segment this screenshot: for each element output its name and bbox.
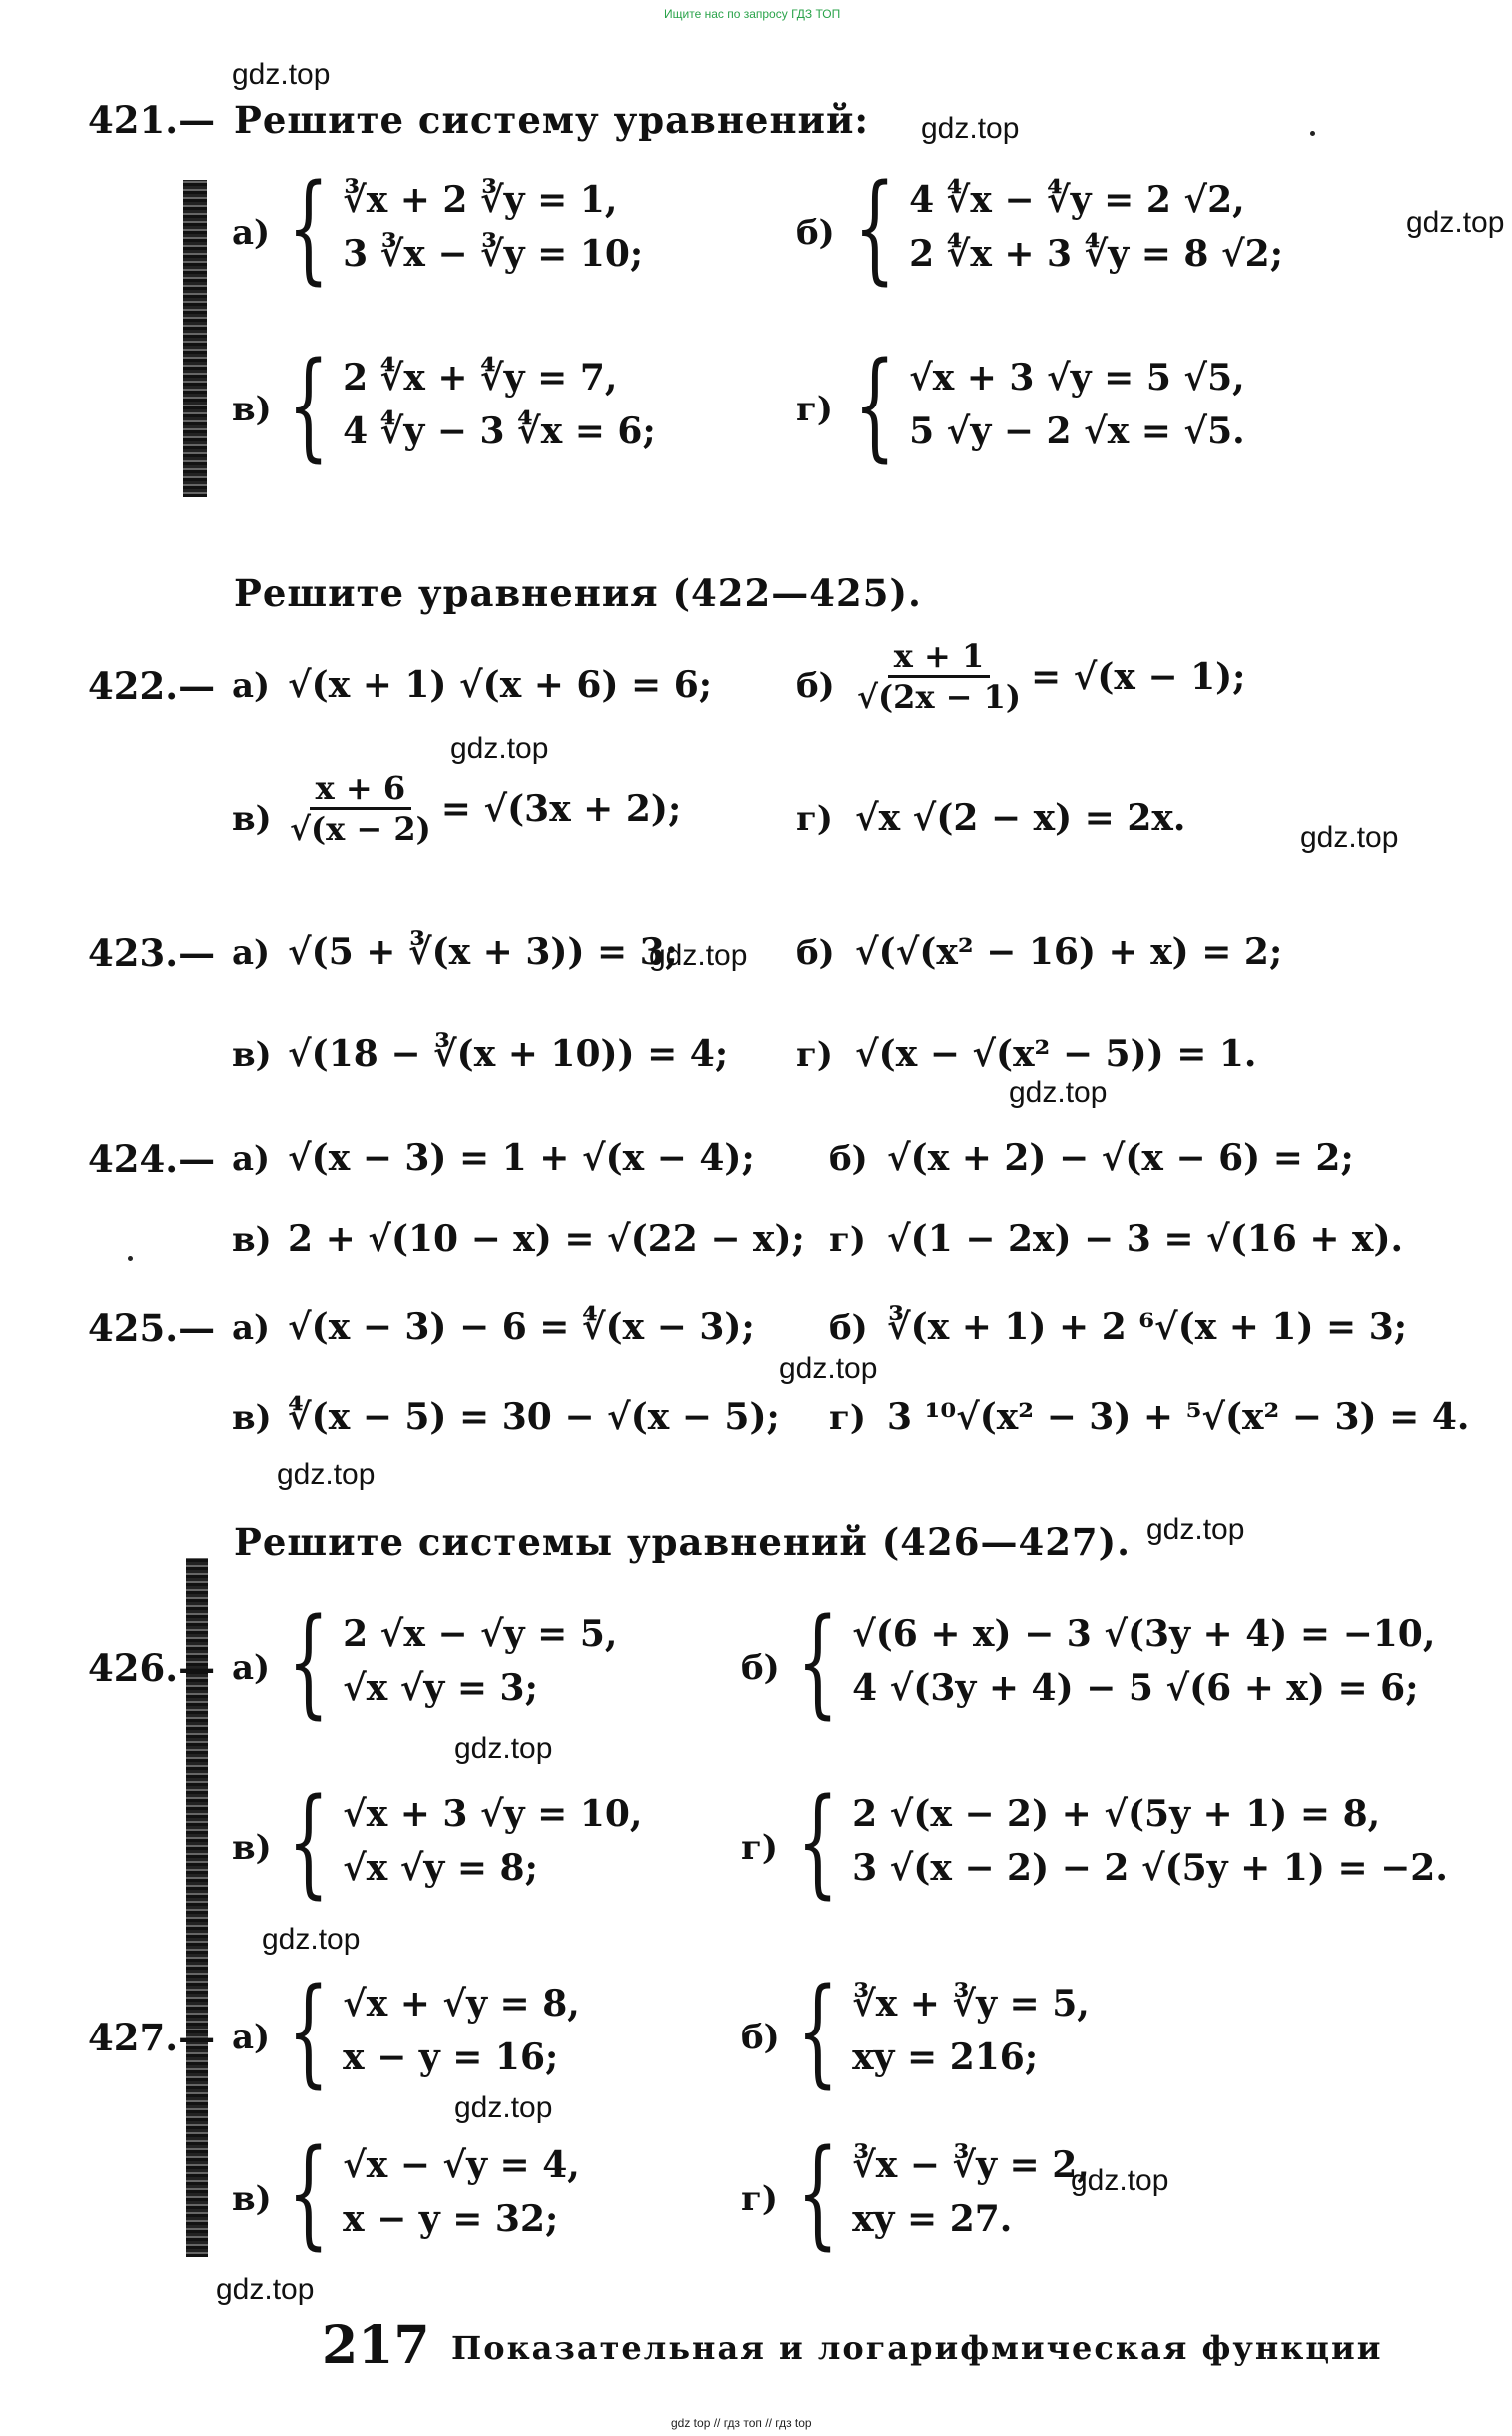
problem-number-421: 421.—	[88, 98, 216, 142]
system-426-b	[797, 1592, 1436, 1730]
left-brace: {	[854, 158, 896, 296]
equation-line: √x + 3 √y = 10,	[343, 1793, 643, 1835]
equation-rhs: = √(x − 1);	[1031, 655, 1246, 698]
item-label: а)	[232, 933, 271, 973]
item-label: а)	[232, 213, 271, 253]
item-label: в)	[232, 2179, 272, 2219]
watermark: gdz.top	[1406, 206, 1505, 239]
equation-line: xy = 27.	[852, 2198, 1013, 2240]
margin-bar-421	[183, 180, 207, 497]
system-427-b	[797, 1962, 1090, 2099]
equation-line: 2 √(x − 2) + √(5y + 1) = 8,	[852, 1793, 1381, 1835]
item-label: а)	[232, 666, 271, 706]
problem-number-425: 425.—	[88, 1306, 216, 1350]
equation: √(x − 3) − 6 = ∜(x − 3);	[288, 1306, 755, 1348]
equation-line: 3 √(x − 2) − 2 √(5y + 1) = −2.	[852, 1847, 1448, 1889]
fraction	[857, 637, 1021, 716]
watermark: gdz.top	[450, 732, 549, 765]
equation: 2 + √(10 − x) = √(22 − x);	[288, 1218, 805, 1260]
problem-number-426: 426.—	[88, 1646, 216, 1690]
left-brace: {	[797, 2123, 839, 2261]
system-426-v	[288, 1772, 643, 1910]
item-label: г)	[741, 2179, 778, 2219]
watermark: gdz.top	[649, 939, 748, 972]
equation-line: x − y = 32;	[343, 2198, 559, 2240]
equation: √x √(2 − x) = 2x.	[855, 797, 1186, 839]
equation-line: ∛x + 2 ∛y = 1,	[343, 179, 618, 221]
system-421-g	[854, 336, 1245, 473]
left-brace: {	[854, 336, 896, 473]
equation: ∜(x − 5) = 30 − √(x − 5);	[288, 1396, 780, 1438]
equation-line: 3 ∛x − ∛y = 10;	[343, 233, 644, 275]
item-label: в)	[232, 799, 272, 839]
equation: √(x − √(x² − 5)) = 1.	[855, 1033, 1257, 1075]
item-label: г)	[796, 390, 833, 429]
left-brace: {	[288, 1772, 330, 1910]
equation: ∛(x + 1) + 2 ⁶√(x + 1) = 3;	[887, 1306, 1408, 1348]
problem-number-427: 427.—	[88, 2016, 216, 2059]
left-brace: {	[288, 158, 330, 296]
item-label: в)	[232, 390, 272, 429]
left-brace: {	[288, 336, 330, 473]
item-label: в)	[232, 1220, 272, 1260]
system-421-a	[288, 158, 644, 296]
item-label: б)	[796, 666, 835, 706]
watermark: gdz.top	[277, 1458, 376, 1491]
watermark: gdz.top	[921, 112, 1020, 145]
system-427-a	[288, 1962, 580, 2099]
problem-number-422: 422.—	[88, 664, 216, 708]
item-label: г)	[829, 1398, 866, 1438]
watermark: gdz.top	[779, 1352, 878, 1385]
item-label: б)	[796, 213, 835, 253]
equation-line: ∛x − ∛y = 2,	[852, 2144, 1090, 2186]
item-label: а)	[232, 1139, 271, 1179]
item-label: г)	[796, 1035, 833, 1075]
equation-line: √(6 + x) − 3 √(3y + 4) = −10,	[852, 1613, 1436, 1655]
system-421-v	[288, 336, 656, 473]
item-label: г)	[741, 1828, 778, 1868]
page-running-title: Показательная и логарифмическая функции	[451, 2329, 1383, 2367]
equation: √(√(x² − 16) + x) = 2;	[855, 931, 1283, 973]
equation-line: 2 √x − √y = 5,	[343, 1613, 618, 1655]
watermark: gdz.top	[232, 58, 331, 91]
item-label: б)	[829, 1139, 868, 1179]
item-label: в)	[232, 1035, 272, 1075]
print-speck	[128, 1256, 133, 1261]
item-label: б)	[796, 933, 835, 973]
equation	[857, 637, 1245, 716]
system-427-v	[288, 2123, 580, 2261]
watermark: gdz.top	[454, 2091, 553, 2124]
equation-line: xy = 216;	[852, 2036, 1039, 2078]
watermark: gdz.top	[1300, 821, 1399, 854]
system-427-g	[797, 2123, 1090, 2261]
equation-line: √x − √y = 4,	[343, 2144, 580, 2186]
left-brace: {	[288, 1592, 330, 1730]
equation-line: 5 √y − 2 √x = √5.	[909, 410, 1245, 452]
equation-line: √x √y = 3;	[343, 1667, 538, 1709]
equation: √(18 − ∛(x + 10)) = 4;	[288, 1033, 729, 1075]
item-label: а)	[232, 2018, 271, 2057]
item-label: г)	[796, 799, 833, 839]
equation-line: √x + √y = 8,	[343, 1983, 580, 2025]
left-brace: {	[797, 1962, 839, 2099]
print-speck	[1310, 131, 1315, 136]
equation: 3 ¹⁰√(x² − 3) + ⁵√(x² − 3) = 4.	[887, 1396, 1470, 1438]
watermark: gdz.top	[454, 1732, 553, 1765]
equation-line: ∛x + ∛y = 5,	[852, 1983, 1090, 2025]
equation: √(1 − 2x) − 3 = √(16 + x).	[887, 1218, 1404, 1260]
page-number: 217	[322, 2315, 430, 2376]
watermark: gdz.top	[1071, 2164, 1169, 2197]
equation-line: 2 ∜x + ∜y = 7,	[343, 357, 618, 399]
equation: √(x + 1) √(x + 6) = 6;	[288, 664, 713, 706]
top-banner: Ищите нас по запросу ГДЗ ТОП	[664, 7, 841, 21]
equation	[290, 769, 681, 848]
item-label: б)	[829, 1308, 868, 1348]
fraction-denominator: √(x − 2)	[290, 810, 431, 848]
item-label: в)	[232, 1398, 272, 1438]
system-426-g	[797, 1772, 1448, 1910]
equation-line: √x √y = 8;	[343, 1847, 538, 1889]
equation-line: 4 √(3y + 4) − 5 √(6 + x) = 6;	[852, 1667, 1419, 1709]
problem-title-421: Решите систему уравнений:	[234, 98, 870, 142]
item-label: г)	[829, 1220, 866, 1260]
equation: √(x + 2) − √(x − 6) = 2;	[887, 1137, 1354, 1179]
item-label: б)	[741, 1648, 780, 1688]
item-label: а)	[232, 1648, 271, 1688]
equation: √(5 + ∛(x + 3)) = 3;	[288, 931, 679, 973]
left-brace: {	[797, 1592, 839, 1730]
equation-line: 4 ∜x − ∜y = 2 √2,	[909, 179, 1245, 221]
left-brace: {	[288, 2123, 330, 2261]
fraction-numerator: x + 1	[888, 637, 990, 678]
fraction-denominator: √(2x − 1)	[857, 678, 1022, 716]
section-heading: Решите уравнения (422—425).	[234, 571, 922, 615]
item-label: б)	[741, 2018, 780, 2057]
equation-line: √x + 3 √y = 5 √5,	[909, 357, 1245, 399]
equation-rhs: = √(3x + 2);	[440, 787, 682, 830]
watermark: gdz.top	[216, 2273, 315, 2306]
equation-line: 4 ∜y − 3 ∜x = 6;	[343, 410, 656, 452]
equation: √(x − 3) = 1 + √(x − 4);	[288, 1137, 755, 1179]
problem-number-423: 423.—	[88, 931, 216, 975]
watermark: gdz.top	[1009, 1076, 1108, 1109]
system-426-a	[288, 1592, 618, 1730]
equation-line: x − y = 16;	[343, 2036, 559, 2078]
equation-line: 2 ∜x + 3 ∜y = 8 √2;	[909, 233, 1283, 275]
left-brace: {	[797, 1772, 839, 1910]
watermark: gdz.top	[262, 1923, 361, 1956]
system-421-b	[854, 158, 1283, 296]
item-label: а)	[232, 1308, 271, 1348]
fraction-numerator: x + 6	[310, 769, 411, 810]
watermark: gdz.top	[1146, 1513, 1245, 1546]
fraction	[290, 769, 431, 848]
item-label: в)	[232, 1828, 272, 1868]
left-brace: {	[288, 1962, 330, 2099]
section-heading: Решите системы уравнений (426—427).	[234, 1520, 1132, 1564]
footer-links[interactable]: gdz top // гдз топ // гдз top	[671, 2416, 812, 2430]
problem-number-424: 424.—	[88, 1137, 216, 1181]
